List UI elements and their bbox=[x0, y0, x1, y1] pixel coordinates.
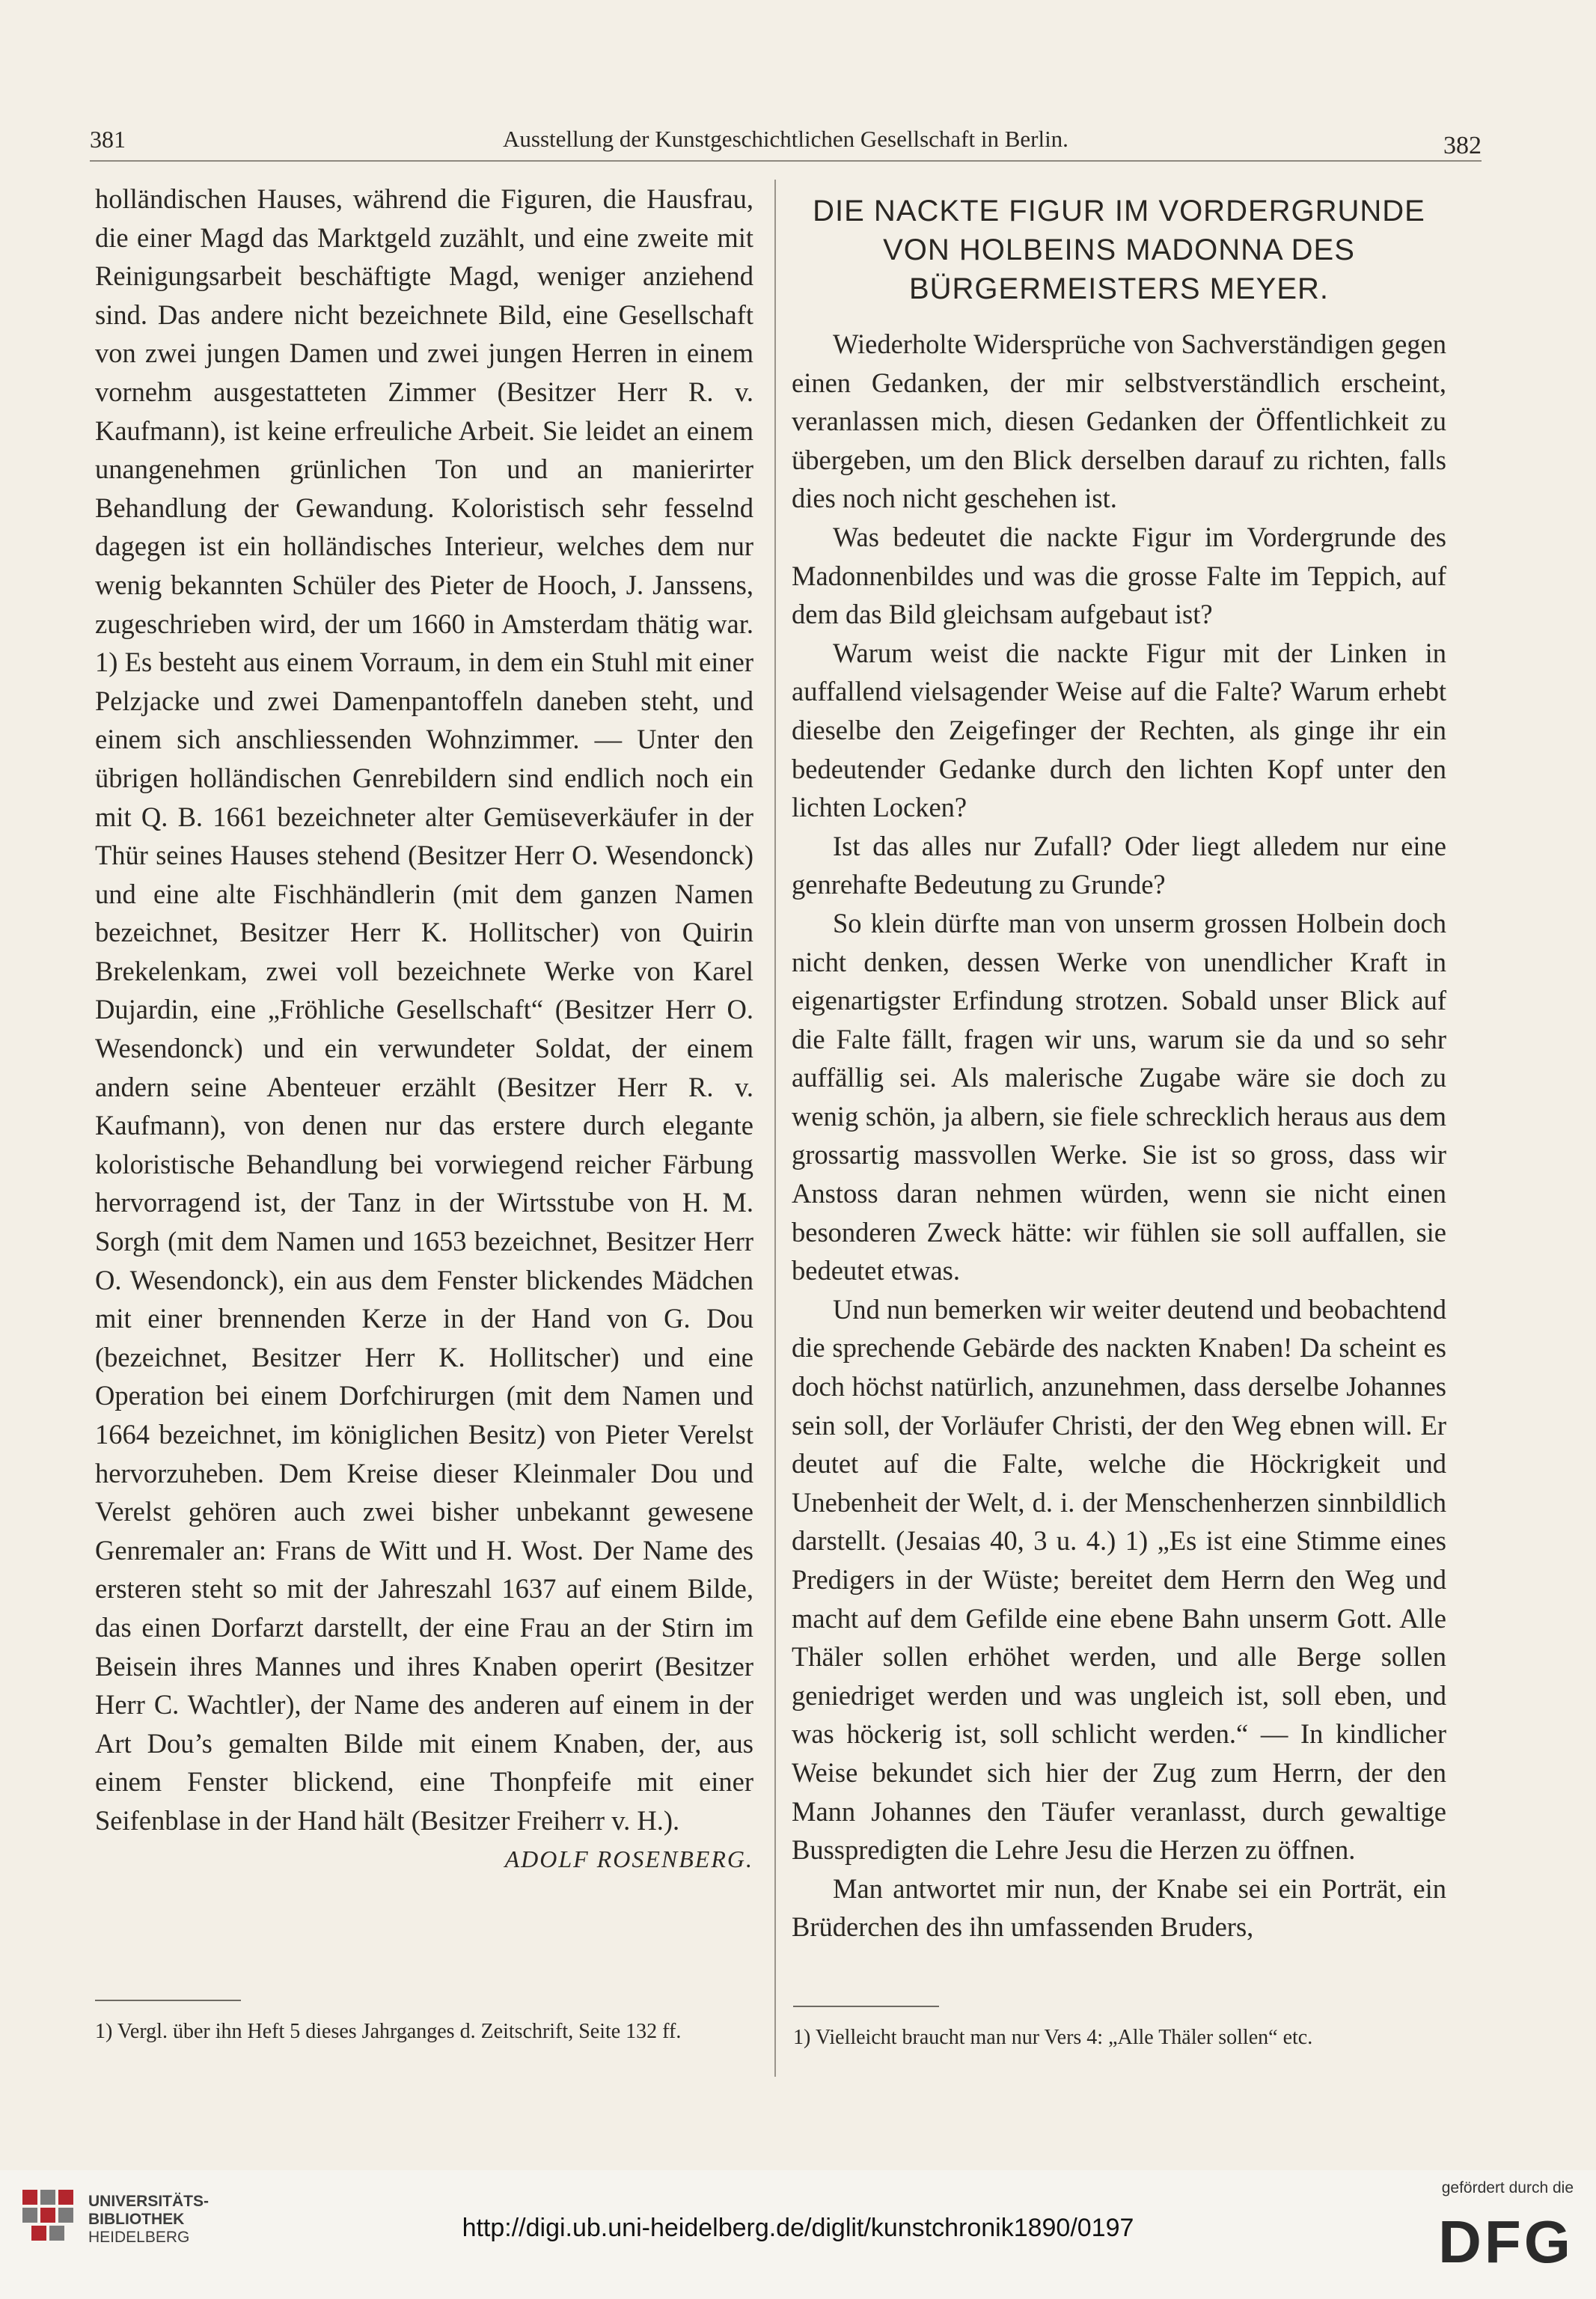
right-paragraph: Wiederholte Widersprüche von Sachverständigen gegen einen Gedanken, der mir selbstverständlich erscheint, veranlassen mich, diesen Gedanken der Öffentlichkeit zu übergeben, um den Blick derselben darauf zu richten, falls dies noch nicht geschehen ist. bbox=[792, 329, 1446, 514]
right-column bbox=[792, 192, 1446, 1947]
source-url-link[interactable]: http://digi.ub.uni-heidelberg.de/diglit/kunstchronik1890/0197 bbox=[462, 2214, 1134, 2242]
right-paragraph: Warum weist die nackte Figur mit der Linken in auffallend vielsagender Weise auf die Falte? Warum erhebt dieselbe den Zeigefinger der Rechten, als ginge ihr ein bedeutender Gedanke durch den lichten Kopf unter den lichten Locken? bbox=[792, 637, 1446, 823]
page-header bbox=[90, 120, 1482, 165]
footnote-right: 1) Vielleicht braucht man nur Vers 4: „Alle Thäler sollen“ etc. bbox=[793, 2026, 1313, 2049]
right-paragraph: Und nun bemerken wir weiter deutend und beobachtend die sprechende Gebärde des nackten Knaben! Da scheint es doch höchst natürlich, anzunehmen, dass derselbe Johannes sein soll, der Vorläufer Christi, der den Weg ebnen will. Er deutet auf die Falte, welche die Höckrigkeit und Unebenheit der Welt, d. i. der Menschenherzen sinnbildlich darstellt. (Jesaias 40, 3 u. 4.) 1) „Es ist eine Stimme eines Predigers in der Wüste; bereitet dem Herrn den Weg und macht auf dem Gefilde eine ebene Bahn unserm Gott. Alle Thäler sollen erhöhet werden, und alle Berge sollen geniedriget werden und was ungleich ist, soll eben, und was höckerig ist, soll schlicht werden.“ — In kindlicher Weise bekundet sich hier der Zug zum Herrn, der den Mann Johannes den Täufer veranlasst, durch gewaltige Busspredigten die Lehre Jesu die Herzen zu öffnen. bbox=[792, 1293, 1446, 1866]
article-title: DIE NACKTE FIGUR IM VORDERGRUNDE VON HOLBEINS MADONNA DES BÜRGERMEISTERS MEYER. bbox=[813, 195, 1425, 305]
column-divider bbox=[774, 180, 776, 2077]
right-paragraph: Was bedeutet die nackte Figur im Vordergrunde des Madonnenbildes und was die grosse Falte im Teppich, auf dem das Bild gleichsam aufgebaut ist? bbox=[792, 521, 1446, 630]
left-paragraph: holländischen Hauses, während die Figuren, die Hausfrau, die einer Magd das Marktgeld zuzählt, und eine zweite mit Reinigungsarbeit beschäftigte Magd, weniger anziehend sind. Das andere nicht bezeichnete Bild, eine Gesellschaft von zwei jungen Damen und zwei jungen Herren in einem vornehm ausgestatteten Zimmer (Besitzer Herr R. v. Kaufmann), ist keine erfreuliche Arbeit. Sie leidet an einem unangenehmen grünlichen Ton und an manierirter Behandlung der Gewandung. Koloristisch sehr fesselnd dagegen ist ein holländisches Interieur, welches dem nur wenig bekannten Schüler des Pieter de Hooch, J. Janssens, zugeschrieben wird, der um 1660 in Amsterdam thätig war. 1) Es besteht aus einem Vorraum, in dem ein Stuhl mit einer Pelzjacke und zwei Damenpantoffeln daneben steht, und einem sich anschliessenden Wohnzimmer. — Unter den übrigen holländischen Genrebildern sind endlich noch ein mit Q. B. 1661 bezeichneter alter Gemüseverkäufer in der Thür seines Hauses stehend (Besitzer Herr O. Wesendonck) und eine alte Fischhändlerin (mit dem ganzen Namen bezeichnet, Besitzer Herr K. Hollitscher) von Quirin Brekelenkam, zwei voll bezeichnete Werke von Karel Dujardin, eine „Fröhliche Gesellschaft“ (Besitzer Herr O. Wesendonck) und ein verwundeter Soldat, der einem andern seine Abenteuer erzählt (Besitzer Herr R. v. Kaufmann), von denen nur das erstere durch elegante koloristische Behandlung bei vorwiegend reicher Färbung hervorragend ist, der Tanz in der Wirtsstube von H. M. Sorgh (mit dem Namen und 1653 bezeichnet, Besitzer Herr O. Wesendonck), ein aus dem Fenster blickendes Mädchen mit einer brennenden Kerze in der Hand von G. Dou (bezeichnet, Besitzer Herr K. Hollitscher) und eine Operation bei einem Dorfchirurgen (mit dem Namen und 1664 bezeichnet, im königlichen Besitz) von Pieter Verelst hervorzuheben. Dem Kreise dieser Kleinmaler Dou und Verelst gehören auch zwei bisher unbekannt gewesene Genremaler an: Frans de Witt und H. Wost. Der Name des ersteren steht so mit der Jahreszahl 1637 auf einem Bilde, das einen Dorfarzt darstellt, der eine Frau an der Stirn im Beisein ihres Mannes und ihres Knaben operirt (Besitzer Herr C. Wachtler), der Name des anderen auf einem in der Art Dou’s gemalten Bilde mit einem Knaben, der, aus einem Fenster blickend, eine Thonpfeife mit einer Seifenblase in der Hand hält (Besitzer Freiherr v. H.). bbox=[95, 183, 753, 1836]
funding-note: gefördert durch die bbox=[1441, 2179, 1574, 2196]
footnote-left: 1) Vergl. über ihn Heft 5 dieses Jahrganges d. Zeitschrift, Seite 132 ff. bbox=[95, 2020, 682, 2043]
header-rule bbox=[90, 160, 1482, 162]
right-paragraph: Ist das alles nur Zufall? Oder liegt alledem nur eine genrehafte Bedeutung zu Grunde? bbox=[792, 830, 1446, 900]
right-paragraph: Man antwortet mir nun, der Knabe sei ein Porträt, ein Brüderchen des ihn umfassenden Bruders, bbox=[792, 1872, 1446, 1943]
running-title: Ausstellung der Kunstgeschichtlichen Gesellschaft in Berlin. bbox=[503, 126, 1068, 152]
library-line-3: HEIDELBERG bbox=[88, 2229, 190, 2246]
left-column bbox=[95, 180, 753, 1878]
library-line-1: UNIVERSITÄTS- bbox=[88, 2193, 210, 2210]
library-line-2: BIBLIOTHEK bbox=[88, 2211, 185, 2228]
footnote-rule-left bbox=[95, 2000, 241, 2001]
page-number-right: 382 bbox=[1443, 132, 1482, 159]
dfg-logo: DFG bbox=[1438, 2208, 1574, 2275]
right-paragraph: So klein dürfte man von unserm grossen Holbein doch nicht denken, dessen Werke von unendlicher Kraft in eigenartigster Erfindung strotzen. Sobald unser Blick auf die Falte fällt, fragen wir uns, warum sie da und so sehr auffällig sei. Als malerische Zugabe wäre sie doch zu wenig schön, ja albern, sie fiele schrecklich heraus aus dem grossartig massvollen Werke. Sie ist so gross, dass wir Anstoss daran nehmen würden, wenn sie nicht einen besonderen Zweck hätte: wir fühlen sie soll auffallen, sie bedeutet etwas. bbox=[792, 907, 1446, 1286]
footnote-rule-right bbox=[793, 2006, 939, 2007]
page-number-left: 381 bbox=[90, 126, 126, 153]
author-signature: ADOLF ROSENBERG. bbox=[504, 1845, 753, 1872]
